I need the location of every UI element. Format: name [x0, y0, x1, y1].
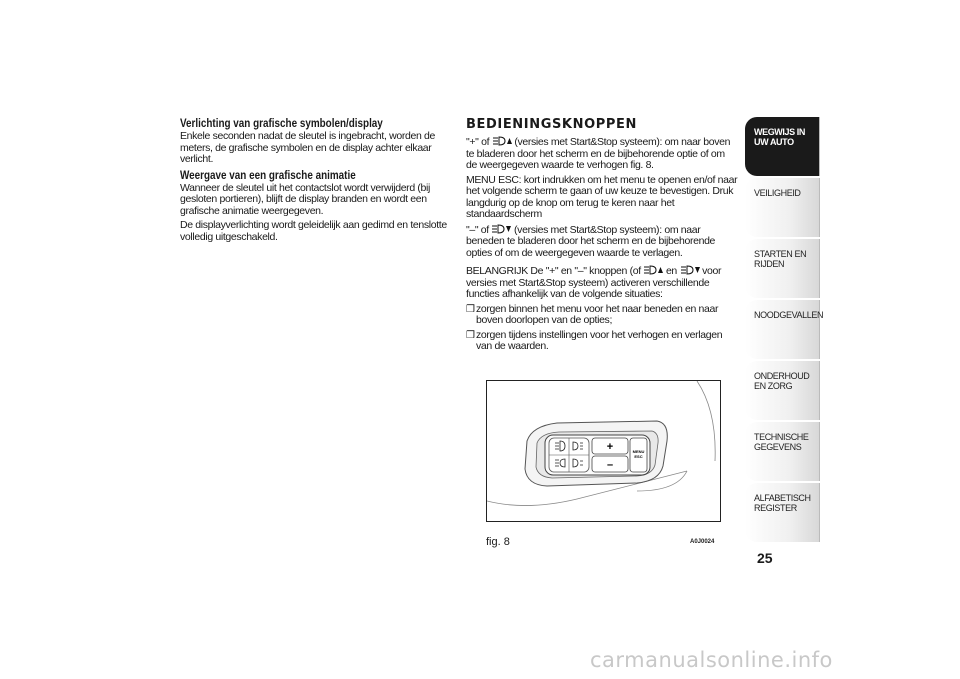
menu-button-label: MENU [632, 449, 645, 454]
figure-8-control-panel [486, 380, 721, 522]
chapter-tabs [745, 117, 824, 544]
watermark: carmanualsonline.info [590, 648, 833, 672]
section-heading-display-lighting: Verlichting van grafische symbolen/display [180, 118, 383, 130]
control-panel-illustration [487, 381, 720, 521]
page-number: 25 [757, 550, 773, 566]
paragraph: De displayverlichting wordt geleidelijk aan gedimd en tenslotte volledig uitgeschakeld. [180, 219, 447, 243]
tab-wegwijs[interactable]: WEGWIJS IN UW AUTO [745, 117, 820, 176]
minus-button-label: – [606, 459, 614, 471]
tab-noodgevallen[interactable]: NOODGEVALLEN [745, 300, 820, 359]
bullet-icon: ❒ [466, 329, 475, 341]
headlight-up-icon [643, 265, 663, 275]
tab-onderhoud[interactable]: ONDERHOUD EN ZORG [745, 361, 820, 420]
list-item: ❒ zorgen binnen het menu voor het naar beneden en naar boven doorlopen van de opties; [466, 302, 719, 326]
list-item: ❒ zorgen tijdens instellingen voor het verhogen en verlagen van de waarden. [466, 328, 723, 352]
section-heading-controls: BEDIENINGSKNOPPEN [466, 117, 637, 132]
section-heading-animation: Weergave van een grafische animatie [180, 169, 356, 182]
paragraph-plus: "+" of (versies met Start&Stop systeem): om naar boven te bladeren door het scherm en de bijbehorende optie of om de weergegeven waarde te verhogen fig. 8. [466, 136, 731, 171]
bullet-icon: ❒ [466, 303, 475, 315]
right-column [466, 117, 738, 356]
headlight-down-icon [491, 224, 511, 234]
tab-starten-rijden[interactable]: STARTEN EN RIJDEN [745, 239, 820, 298]
paragraph: Wanneer de sleutel uit het contactslot wordt verwijderd (bij gesloten portieren), blijft de display branden en wordt een grafische animatie weergegeven. [180, 181, 430, 217]
tab-technische-gegevens[interactable]: TECHNISCHE GEGEVENS [745, 422, 820, 481]
tab-alfabetisch-register[interactable]: ALFABETISCH REGISTER [745, 483, 820, 542]
paragraph-menu-esc: MENU ESC: kort indrukken om het menu te openen en/of naar het volgende scherm te gaan of uw keuze te bevestigen. Druk langdurig op de knop om terug te keren naar het standaardscherm [466, 173, 738, 220]
paragraph-minus: "–" of (versies met Start&Stop systeem): om naar beneden te bladeren door het scherm en de bijbehorende opties of om de weergegeven waarde te verlagen. [466, 223, 716, 259]
esc-button-label: ESC [634, 454, 643, 459]
headlight-down-icon [680, 265, 700, 275]
plus-button-label: + [606, 441, 614, 453]
tab-veiligheid[interactable]: VEILIGHEID [745, 178, 820, 237]
headlight-up-icon [492, 136, 512, 146]
paragraph: Enkele seconden nadat de sleutel is ingebracht, worden de meters, de grafische symbolen en de display achter elkaar verlicht. [180, 130, 435, 165]
paragraph-important: BELANGRIJK De "+" en "–" knoppen (of en voor versies met Start&Stop systeem) activeren verschillende functies afhankelijk van de volgende situaties: [466, 265, 722, 300]
left-column [180, 117, 450, 246]
figure-code: A0J0024 [690, 539, 715, 545]
figure-caption: fig. 8 [486, 536, 510, 548]
